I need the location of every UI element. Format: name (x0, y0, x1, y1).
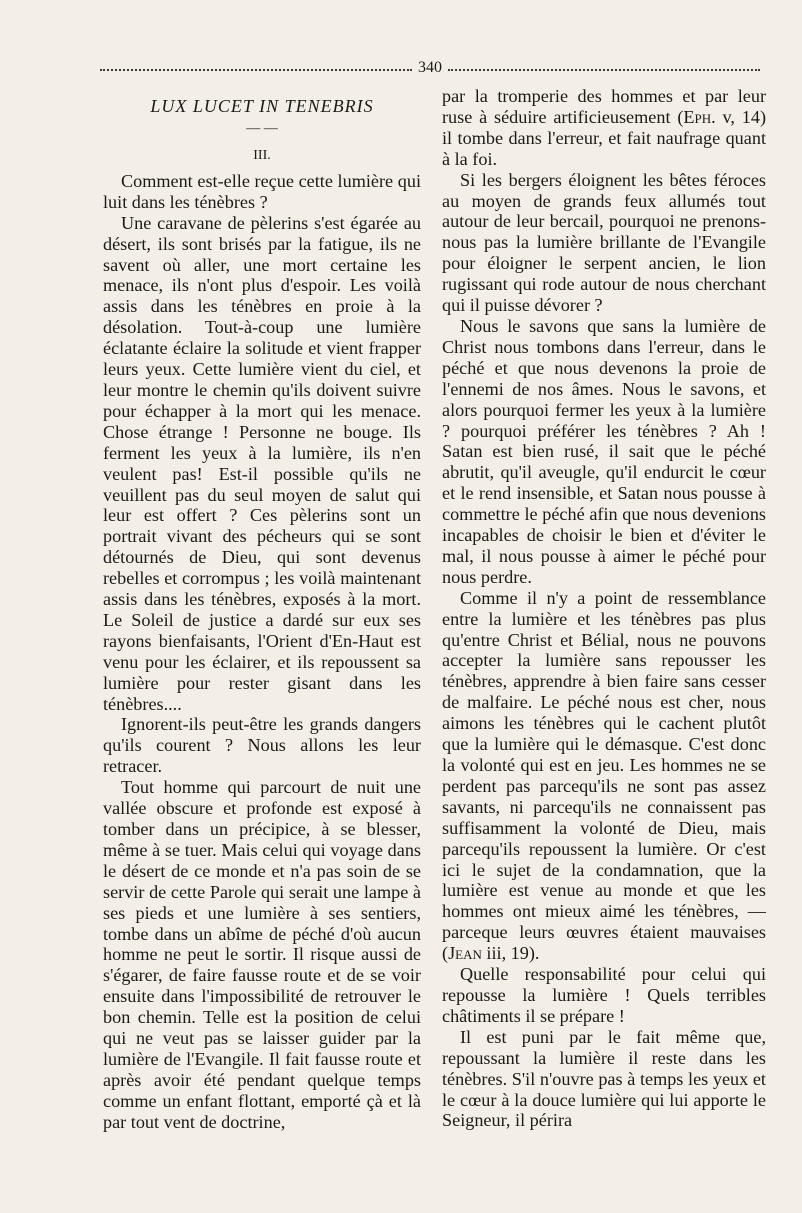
paragraph-text: par la tromperie des hommes et par leur ruse à séduire artificieusement ( (442, 86, 766, 127)
article-title: LUX LUCET IN TENEBRIS (150, 96, 374, 116)
paragraph: Quelle responsabilité pour celui qui repousse la lumière ! Quels terribles châtiments il se prépare ! (442, 964, 766, 1026)
right-column (442, 86, 766, 1131)
scripture-book: Jean (448, 943, 482, 964)
paragraph: Comment est-elle reçue cette lumière qui luit dans les ténèbres ? (103, 170, 421, 212)
paragraph: Ignorent-ils peut-être les grands dangers qu'ils courent ? Nous allons les leur retracer. (103, 714, 421, 777)
paragraph-text: v, 14) il tombe dans l'erreur, et fait naufrage quant à la foi. (442, 106, 766, 169)
paragraph-continued (442, 86, 766, 170)
paragraph: Il est puni par le fait même que, repoussant la lumière il reste dans les ténèbres. S'il n'ouvre pas à temps les yeux et le cœur à la douce lumière qui lui apporte le Seigneur, il périra (442, 1026, 766, 1131)
paragraph-text: Comme il n'y a point de ressemblance entre la lumière et les ténèbres pas plus qu'entre Christ et Bélial, nous ne pouvons accepter la lumière sans repousser les ténèbres, apprendre à bien faire sans cesser de malfaire. Le péché nous est cher, nous aimons les ténèbres qui le cachent plutôt que la lumière qui le démasque. C'est donc la volonté qui est en jeu. Les hommes ne se perdent pas parcequ'ils ne sont pas assez savants, ni parcequ'ils ne connaissent pas suffisamment la volonté de Dieu, mais parcequ'ils repoussent la lumière. Or c'est ici le sujet de la condamnation, que la lumière est venue au monde et que les hommes ont mieux aimé les ténèbres, — parceque leurs œuvres étaient mauvaises ( (442, 587, 766, 964)
paragraph: Si les bergers éloignent les bêtes féroces au moyen de grands feux allumés tout autour de leur bercail, pourquoi ne prenons-nous pas la lumière brillante de l'Evangile pour éloigner le serpent ancien, le lion rugissant qui rode autour de nous cherchant qui il puisse dévorer ? (442, 169, 766, 316)
paragraph-text: iii, 19). (481, 943, 540, 964)
running-header (100, 58, 760, 78)
header-rule-right (448, 69, 760, 71)
paragraph (442, 588, 766, 964)
header-rule-left (100, 69, 412, 71)
section-number: III. (253, 147, 271, 163)
paragraph: Tout homme qui parcourt de nuit une vallée obscure et profonde est exposé à tomber dans un précipice, à se blesser, même à se tuer. Mais celui qui voyage dans le désert de ce monde et n'a pas soin de se servir de cette Parole qui serait une lampe à ses pieds et une lumière à ses sentiers, tombe dans un abîme de péché d'où aucun homme ne peut le sortir. Il risque aussi de s'égarer, de faire fausse route et de se voir ensuite dans l'impossibilité de retrouver le bon chemin. Telle est la position de celui qui ne veut pas se laisser guider par la lumière de l'Evangile. Il fait fausse route et après avoir été pendant quelque temps comme un enfant flottant, emporté çà et là par tout vent de doctrine, (103, 777, 421, 1132)
page-number: 340 (414, 59, 446, 76)
scripture-book: Eph. (683, 106, 716, 127)
paragraph: Nous le savons que sans la lumière de Christ nous tombons dans l'erreur, dans le péché et que nous devenons la proie de l'ennemi de nos âmes. Nous le savons, et alors pourquoi fermer les yeux à la lumière ? pourquoi préférer les ténèbres ? Ah ! Satan est bien rusé, il sait que le péché abrutit, qu'il aveugle, qu'il endurcit le cœur et le rend insensible, et Satan nous pousse à commettre le péché afin que nous devenions incapables de choisir le bien et d'éviter le mal, il nous pousse à aimer le péché pour nous perdre. (442, 315, 766, 587)
title-rule: — — (246, 120, 278, 136)
left-column (103, 86, 421, 1133)
paragraph: Une caravane de pèlerins s'est égarée au désert, ils sont brisés par la fatigue, ils ne savent où aller, une mort certaine les menace, ils n'ont plus d'espoir. Les voilà assis dans les ténèbres en proie à la désolation. Tout-à-coup une lumière éclatante éclaire la solitude et vient frapper leurs yeux. Cette lumière vient du ciel, et leur montre le chemin qu'ils doivent suivre pour échapper à la mort qui les menace. Chose étrange ! Personne ne bouge. Ils ferment les yeux à la lumière, ils n'en veulent pas! Est-il possible qu'ils ne veuillent pas du seul moyen de salut qui leur est offert ? Ces pèlerins sont un portrait vivant des pécheurs qui se sont détournés de Dieu, qui sont devenus rebelles et corrompus ; les voilà maintenant assis dans les ténèbres, exposés à la mort. Le Soleil de justice a dardé sur eux ses rayons bienfaisants, l'Orient d'En-Haut est venu pour les éclairer, et ils repoussent sa lumière pour rester gisant dans les ténèbres.... (103, 212, 421, 714)
